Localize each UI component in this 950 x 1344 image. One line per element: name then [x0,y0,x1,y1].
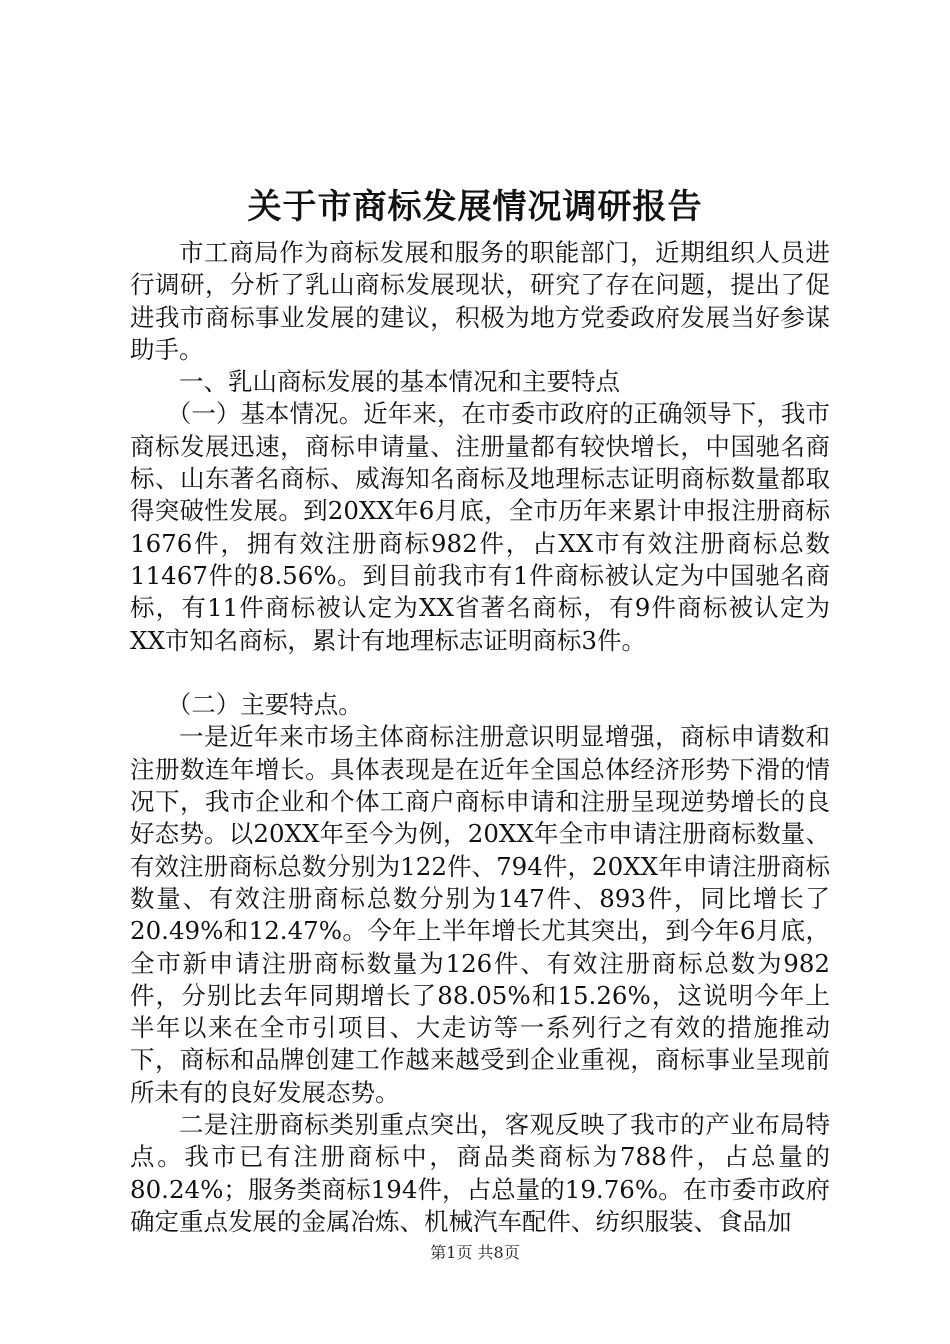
document-body [130,237,830,1238]
section-heading-1: 一、乳山商标发展的基本情况和主要特点 [179,367,620,397]
subsection-heading-2: （二）主要特点。 [166,690,363,720]
feature-one-paragraph: 一是近年来市场主体商标注册意识明显增强，商标申请数和注册数连年增长。具体表现是在近年全国总体经济形势下滑的情况下，我市企业和个体工商户商标申请和注册呈现逆势增长的良好态势。以20XX年至今为例，20XX年全市申请注册商标数量、有效注册商标总数分别为122件、794件，20XX年申请注册商标数量、有效注册商标总数分别为147件、893件，同比增长了20.49%和12.47%。今年上半年增长尤其突出，到今年6月底，全市新申请注册商标数量为126件、有效注册商标总数为982件，分别比去年同期增长了88.05%和15.26%，这说明今年上半年以来在全市引项目、大走访等一系列行之有效的措施推动下，商标和品牌创建工作越来越受到企业重视，商标事业呈现前所未有的良好发展态势。 [130,722,830,1107]
feature-two-paragraph: 二是注册商标类别重点突出，客观反映了我市的产业布局特点。我市已有注册商标中，商品类商标为788件，占总量的80.24%；服务类商标194件，占总量的19.76%。在市委市政府确定重点发展的金属冶炼、机械汽车配件、纺织服装、食品加 [130,1110,830,1236]
page-number-label: 第1页 共8页 [430,1243,520,1262]
intro-paragraph: 市工商局作为商标发展和服务的职能部门，近期组织人员进行调研，分析了乳山商标发展现状，研究了存在问题，提出了促进我市商标事业发展的建议，积极为地方党委政府发展当好参谋助手。 [130,238,830,364]
paragraph-spacer [130,657,830,689]
basic-situation-paragraph: （一）基本情况。近年来，在市委市政府的正确领导下，我市商标发展迅速，商标申请量、注册量都有较快增长，中国驰名商标、山东著名商标、威海知名商标及地理标志证明商标数量都取得突破性发展。到20XX年6月底，全市历年来累计申报注册商标1676件，拥有效注册商标982件，占XX市有效注册商标总数11467件的8.56%。到目前我市有1件商标被认定为中国驰名商标，有11件商标被认定为XX省著名商标，有9件商标被认定为XX市知名商标，累计有地理标志证明商标3件。 [130,399,830,655]
document-title: 关于市商标发展情况调研报告 [247,187,703,227]
page-footer [0,1242,950,1264]
